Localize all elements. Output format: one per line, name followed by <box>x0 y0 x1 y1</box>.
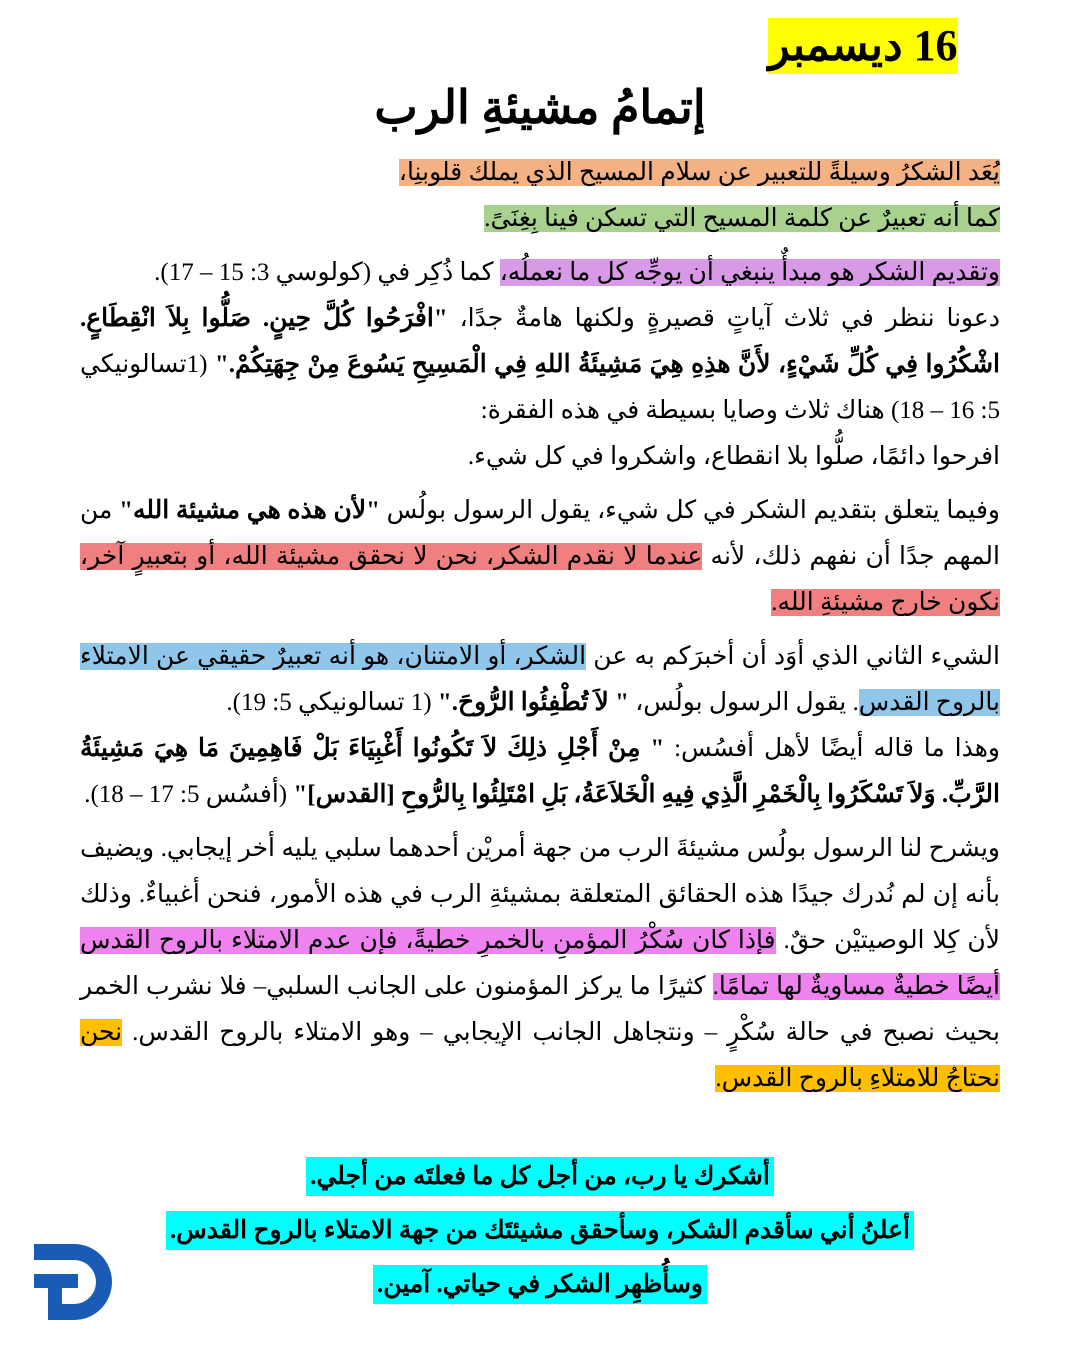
text: وهذا ما قاله أيضًا لأهل أفسُس: <box>664 735 1001 762</box>
highlight-cyan: أعلنُ أني سأقدم الشكر، وسأحقق مشيئتَك من جهة الامتلاء بالروح القدس. <box>166 1211 914 1250</box>
text: كثيرًا ما يركز المؤمنون على الجانب السلبي– فلا نشرب الخمر بحيث نصبح في حالة سُكْرٍ – ونتجاهل الجانب الإيجابي – وهو الامتلاء بالروح القدس. <box>80 973 1000 1046</box>
highlight-cyan: أشكرك يا رب، من أجل كل ما فعلتَه من أجلي. <box>306 1157 774 1196</box>
text: ويشرح لنا الرسول بولُس مشيئةَ الرب من جهة أمريْن أحدهما سلبي يليه أخر إيجابي. ويضيف بأنه إن لم نُدرك جيدًا هذه الحقائق المتعلقة بمشيئةِ الرب في هذه الأمور، فنحن أغبياءٌ. وذلك لأن كِلا الوصيتيْن حقٌ. <box>80 835 1000 954</box>
text: كما ذُكِر في (كولوسي 3: 15 – 17). <box>154 259 500 286</box>
text: (أفسُس 5: 17 – 18). <box>84 781 294 808</box>
text: (1 تسالونيكي 5: 19). <box>226 689 438 716</box>
text: دعونا ننظر في ثلاث آياتٍ قصيرةٍ ولكنها هامةٌ جدًا، <box>447 305 1000 332</box>
scripture-quote: " لاَ تُطْفِئُوا الرُّوحَ." <box>437 689 629 716</box>
paragraph-8 <box>80 726 1000 818</box>
paragraph-4 <box>80 296 1000 434</box>
highlight-orange: يُعَد الشكرُ وسيلةً للتعبير عن سلام المسيح الذي يملك قلوبنِا، <box>398 159 1000 186</box>
highlight-cyan: وسأُظهِر الشكر في حياتي. آمين. <box>373 1265 707 1304</box>
paragraph-2 <box>80 196 1000 242</box>
d-logo-icon <box>30 1236 118 1324</box>
highlight-green: كما أنه تعبيرٌ عن كلمة المسيح التي تسكن فينا بِغِنَىً. <box>484 205 1000 232</box>
text: افرحوا دائمًا، صلُّوا بلا انقطاع، واشكروا في كل شيء. <box>467 443 1000 470</box>
scripture-quote: "لأن هذه هي مشيئة الله" <box>119 497 380 524</box>
text: وفيما يتعلق بتقديم الشكر في كل شيء، يقول الرسول بولُس <box>380 497 1000 524</box>
devotional-body <box>80 150 1000 1110</box>
paragraph-9 <box>80 826 1000 1102</box>
prayer-line <box>0 1150 1080 1204</box>
page-title: إتمامُ مشيئةِ الرب <box>374 82 706 133</box>
scripture-quote: " مِنْ أَجْلِ ذلِكَ لاَ تَكُونُوا أَغْبِيَاءَ بَلْ فَاهِمِينَ مَا هِيَ مَشِيئَةُ الرَّبِّ. وَلاَ تَسْكَرُوا بِالْخَمْرِ الَّذِي فِيهِ الْخَلاَعَةُ، بَلِ امْتَلِئُوا بِالرُّوحِ [القدس]" <box>80 735 1000 808</box>
text: . يقول الرسول بولُس، <box>628 689 859 716</box>
paragraph-5 <box>80 434 1000 480</box>
scripture-quote: "افْرَحُوا كُلَّ حِينٍ. صَلُّوا بِلاَ انْقِطَاعٍ. اشْكُرُوا فِي كُلِّ شَيْءٍ، لأَنَّ هذِهِ هِيَ مَشِيئَةُ اللهِ فِي الْمَسِيحِ يَسُوعَ مِنْ جِهَتِكُمْ." <box>80 305 1000 378</box>
prayer-block <box>0 1150 1080 1312</box>
highlight-magenta: فإذا كان سُكْرُ المؤمنِ بالخمرِ خطيةً، فإن عدم الامتلاء بالروح القدس أيضًا خطيةٌ مساويةٌ لها تمامًا. <box>80 927 1000 1000</box>
paragraph-6 <box>80 488 1000 626</box>
highlight-red: عندما لا نقدم الشكر، نحن لا نحقق مشيئة الله، أو بتعبيرٍ آخر، نكون خارج مشيئةِ الله. <box>80 543 1000 616</box>
text: (1تسالونيكي 5: 16 – 18) هناك ثلاث وصايا بسيطة في هذه الفقرة: <box>80 351 1000 424</box>
highlight-blue: الشكر، أو الامتنان، هو أنه تعبيرٌ حقيقي عن الامتلاء بالروح القدس <box>80 643 1000 716</box>
text: الشيء الثاني الذي أوَد أن أخبرَكم به عن <box>586 643 1000 670</box>
paragraph-3 <box>80 250 1000 296</box>
highlight-purple: وتقديم الشكر هو مبدأٌ ينبغي أن يوجِّه كل ما نعملُه، <box>499 259 1000 286</box>
date-badge <box>768 18 958 74</box>
text: من المهم جدًا أن نفهم ذلك، لأنه <box>80 497 1000 570</box>
highlight-gold: نحن نحتاجُ للامتلاءِ بالروح القدس. <box>80 1019 1000 1092</box>
prayer-line <box>0 1258 1080 1312</box>
paragraph-1 <box>80 150 1000 196</box>
prayer-line <box>0 1204 1080 1258</box>
paragraph-7 <box>80 634 1000 726</box>
date-text: 16 ديسمبر <box>768 21 958 70</box>
